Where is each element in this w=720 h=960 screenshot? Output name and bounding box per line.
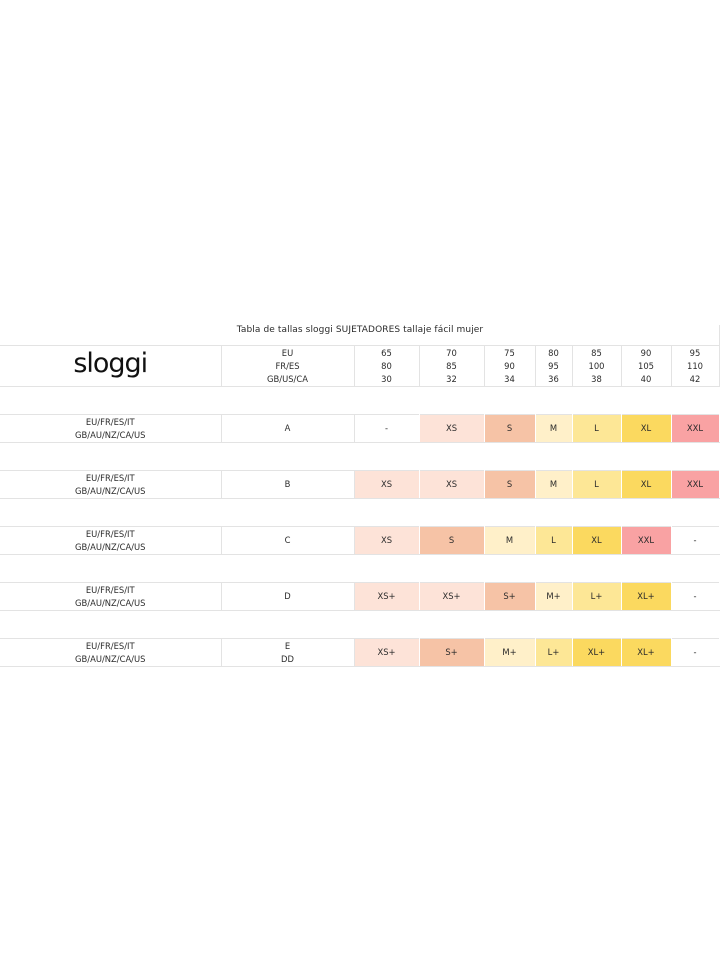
region-label-line: EU/FR/ES/IT — [85, 528, 135, 539]
size-system-label: FR/ES — [275, 360, 300, 371]
band-size-value: 80 — [548, 347, 559, 358]
size-cell: XL+ — [572, 639, 621, 667]
band-size-value: 90 — [640, 347, 652, 358]
band-size-value: 40 — [640, 373, 652, 384]
size-cell: XXL — [621, 527, 671, 555]
band-size-value: 95 — [548, 360, 559, 371]
size-cell: L+ — [572, 583, 621, 611]
spacer — [0, 611, 719, 639]
region-label — [0, 471, 221, 499]
table-row — [0, 471, 719, 499]
band-size-value: 36 — [548, 373, 559, 384]
size-cell: S — [484, 471, 535, 499]
size-cell: L+ — [535, 639, 572, 667]
size-cell: XL — [572, 527, 621, 555]
size-cell: XL — [621, 471, 671, 499]
size-cell: XS+ — [354, 583, 419, 611]
region-label-line: GB/AU/NZ/CA/US — [75, 485, 146, 496]
size-cell: M+ — [484, 639, 535, 667]
region-label — [0, 415, 221, 443]
size-cell: XXL — [671, 415, 719, 443]
band-size-value: 100 — [588, 360, 605, 371]
row-gap — [0, 443, 719, 471]
size-cell: M — [535, 471, 572, 499]
band-size-header — [535, 346, 572, 387]
cup-size — [221, 471, 354, 499]
row-gap — [0, 555, 719, 583]
size-cell: M+ — [535, 583, 572, 611]
band-size-value: 90 — [504, 360, 515, 371]
band-size-header — [419, 346, 484, 387]
size-system-labels — [221, 346, 354, 387]
band-size-value: 110 — [687, 360, 703, 371]
table-row — [0, 639, 719, 667]
spacer — [0, 499, 719, 527]
header-row — [0, 346, 719, 387]
size-cell: XS — [419, 471, 484, 499]
size-cell: S+ — [484, 583, 535, 611]
cup-size-value: A — [284, 423, 291, 433]
region-label-line: EU/FR/ES/IT — [85, 640, 135, 651]
band-size-header — [621, 346, 671, 387]
band-size-value: 38 — [591, 373, 602, 384]
cup-size-value: DD — [281, 653, 294, 664]
size-cell: L — [535, 527, 572, 555]
size-cell: XXL — [671, 471, 719, 499]
size-cell: - — [354, 415, 419, 443]
band-size-header — [671, 346, 719, 387]
band-size-value: 34 — [504, 373, 515, 384]
spacer — [0, 555, 719, 583]
region-label-line: EU/FR/ES/IT — [85, 584, 135, 595]
region-label-line: GB/AU/NZ/CA/US — [75, 541, 146, 552]
spacer — [0, 387, 719, 415]
band-size-header — [484, 346, 535, 387]
cup-size-value: D — [284, 591, 291, 601]
size-cell: XS — [354, 527, 419, 555]
cup-size — [221, 527, 354, 555]
size-cell: S — [484, 415, 535, 443]
region-label-line: EU/FR/ES/IT — [85, 416, 135, 427]
size-cell: XS+ — [354, 639, 419, 667]
band-size-value: 75 — [504, 347, 515, 358]
size-chart — [0, 345, 720, 667]
row-gap — [0, 611, 719, 639]
size-cell: XS+ — [419, 583, 484, 611]
size-cell: - — [671, 527, 719, 555]
size-cell: XS — [419, 415, 484, 443]
table-row — [0, 583, 719, 611]
band-size-value: 85 — [591, 347, 602, 358]
table-row — [0, 415, 719, 443]
size-cell: XL — [621, 415, 671, 443]
size-cell: - — [671, 583, 719, 611]
page-title: Tabla de tallas sloggi SUJETADORES tallaje fácil mujer — [236, 325, 484, 335]
region-label — [0, 527, 221, 555]
band-size-value: 32 — [446, 373, 457, 384]
band-size-value: 80 — [381, 360, 392, 371]
size-cell: L — [572, 415, 621, 443]
size-system-label: GB/US/CA — [267, 373, 308, 384]
cup-size-value: E — [284, 640, 291, 651]
size-cell: M — [484, 527, 535, 555]
size-table — [0, 345, 720, 667]
band-size-header — [572, 346, 621, 387]
band-size-value: 105 — [638, 360, 654, 371]
region-label-line: EU/FR/ES/IT — [85, 472, 135, 483]
region-label-line: GB/AU/NZ/CA/US — [75, 429, 146, 440]
band-size-value: 95 — [689, 347, 701, 358]
band-size-header — [354, 346, 419, 387]
size-cell: S+ — [419, 639, 484, 667]
size-cell: M — [535, 415, 572, 443]
region-label-line: GB/AU/NZ/CA/US — [75, 653, 146, 664]
region-label — [0, 639, 221, 667]
table-row — [0, 527, 719, 555]
row-gap — [0, 499, 719, 527]
cup-size — [221, 415, 354, 443]
band-size-value: 70 — [446, 347, 457, 358]
band-size-value: 30 — [381, 373, 392, 384]
size-cell: XL+ — [621, 639, 671, 667]
band-size-value: 65 — [381, 347, 392, 358]
size-cell: L — [572, 471, 621, 499]
row-gap — [0, 387, 719, 415]
size-cell: XS — [354, 471, 419, 499]
spacer — [0, 443, 719, 471]
region-label-line: GB/AU/NZ/CA/US — [75, 597, 146, 608]
cup-size — [221, 639, 354, 667]
sloggi-logo: sloggi — [73, 347, 148, 379]
cup-size-value: C — [284, 535, 291, 545]
size-cell: S — [419, 527, 484, 555]
size-cell: - — [671, 639, 719, 667]
cup-size — [221, 583, 354, 611]
size-cell: XL+ — [621, 583, 671, 611]
size-system-label: EU — [281, 347, 294, 358]
cup-size-value: B — [284, 479, 291, 489]
band-size-value: 85 — [446, 360, 457, 371]
region-label — [0, 583, 221, 611]
band-size-value: 42 — [689, 373, 701, 384]
logo-cell — [0, 346, 221, 387]
